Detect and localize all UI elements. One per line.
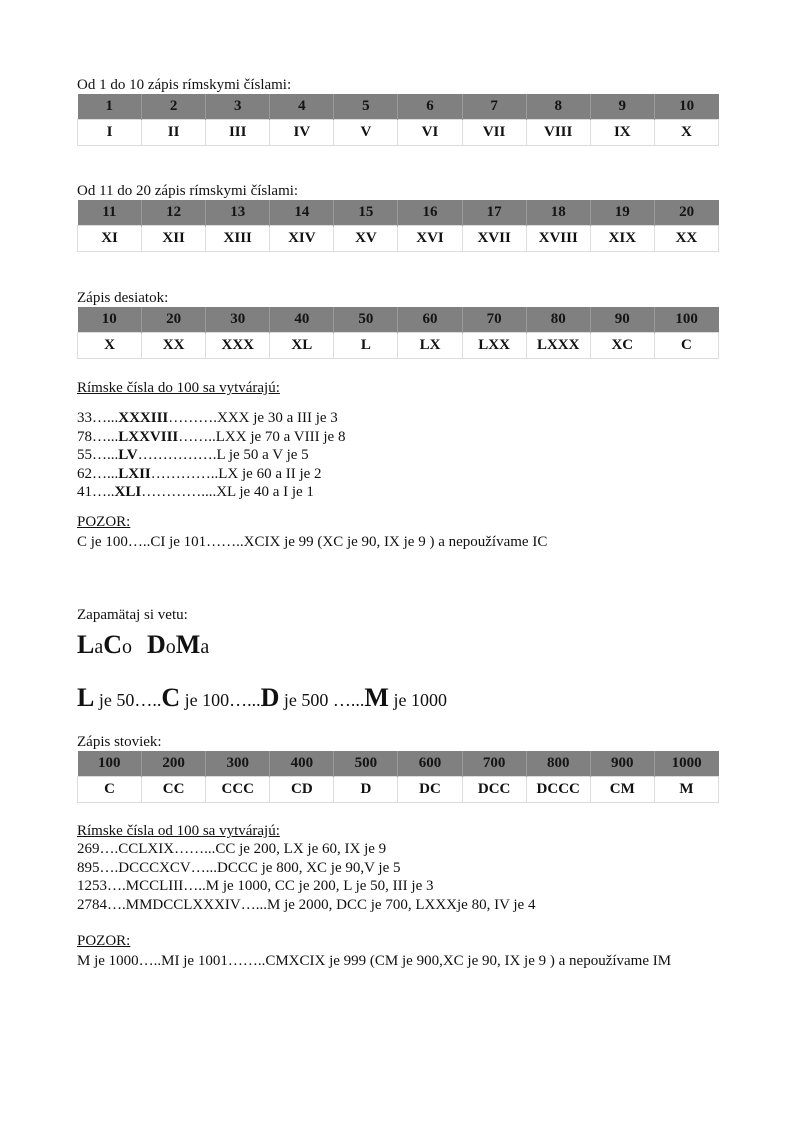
mnemonic-capital: D xyxy=(147,630,166,659)
number-header-cell: 100 xyxy=(78,751,142,777)
number-header-cell: 1000 xyxy=(654,751,718,777)
roman-row xyxy=(78,226,719,252)
warning-title: POZOR: xyxy=(77,933,131,949)
warning-text: C je 100…..CI je 101……..XCIX je 99 (XC je 90, IX je 9 ) a nepoužívame IC xyxy=(77,534,548,550)
number-header-cell: 6 xyxy=(398,94,462,120)
rules-to-100 xyxy=(77,380,345,502)
numbers-table xyxy=(77,751,719,803)
numbers-table xyxy=(77,200,719,252)
rule-roman: LXII xyxy=(118,465,151,482)
number-header-cell: 12 xyxy=(142,200,206,226)
rule-line: 2784….MMDCCLXXXIV…...M je 2000, DCC je 700, LXXXje 80, IV je 4 xyxy=(77,896,536,913)
warning-title: POZOR: xyxy=(77,514,131,530)
section-caption: Zápis stoviek: xyxy=(77,734,162,750)
roman-numeral-cell: LX xyxy=(398,333,462,359)
mnemonic-text: a xyxy=(200,636,210,658)
number-header-cell: 30 xyxy=(206,307,270,333)
roman-numeral-cell: I xyxy=(78,120,142,146)
roman-numeral-cell: XIX xyxy=(590,226,654,252)
roman-numeral-cell: IV xyxy=(270,120,334,146)
roman-numeral-cell: XII xyxy=(142,226,206,252)
section-caption: Zápis desiatok: xyxy=(77,290,169,306)
number-header-cell: 1 xyxy=(78,94,142,120)
number-header-cell: 11 xyxy=(78,200,142,226)
roman-numeral-cell: VI xyxy=(398,120,462,146)
rule-line: 895….DCCCXCV…...DCCC je 800, XC je 90,V je 5 xyxy=(77,859,401,876)
warning-1 xyxy=(77,514,547,551)
roman-numeral-cell: C xyxy=(654,333,718,359)
number-header-cell: 80 xyxy=(526,307,590,333)
mnemonic-text: a xyxy=(94,636,104,658)
mnemonic-text: o xyxy=(122,636,133,658)
roman-numeral-cell: VII xyxy=(462,120,526,146)
rules-list xyxy=(77,409,345,502)
rule-line xyxy=(77,465,345,484)
rules-title: Rímske čísla od 100 sa vytvárajú: xyxy=(77,823,280,839)
warning-text: M je 1000…..MI je 1001……..CMXCIX je 999 (CM je 900,XC je 90, IX je 9 ) a nepoužívame IM xyxy=(77,953,672,969)
number-header-cell: 50 xyxy=(334,307,398,333)
roman-numeral-cell: V xyxy=(334,120,398,146)
section-hundreds xyxy=(77,734,719,803)
number-header-cell: 60 xyxy=(398,307,462,333)
roman-numeral-cell: XVI xyxy=(398,226,462,252)
header-row xyxy=(78,200,719,226)
rule-roman: LXXVIII xyxy=(118,428,179,445)
number-header-cell: 800 xyxy=(526,751,590,777)
numbers-table xyxy=(77,307,719,359)
header-row xyxy=(78,751,719,777)
mnemonic-capital: D xyxy=(260,683,280,712)
roman-row xyxy=(78,120,719,146)
number-header-cell: 14 xyxy=(270,200,334,226)
section-tens xyxy=(77,290,719,359)
rule-number: 33…... xyxy=(77,410,119,426)
rule-explanation: ……….XXX je 30 a III je 3 xyxy=(168,410,338,426)
section-11-to-20 xyxy=(77,183,719,252)
roman-numeral-cell: DC xyxy=(398,777,462,803)
mnemonic-text: je 500 …... xyxy=(279,690,365,710)
number-header-cell: 900 xyxy=(590,751,654,777)
number-header-cell: 70 xyxy=(462,307,526,333)
rules-title: Rímske čísla do 100 sa vytvárajú: xyxy=(77,380,280,396)
number-header-cell: 600 xyxy=(398,751,462,777)
roman-numeral-cell: XXX xyxy=(206,333,270,359)
mnemonic-legend xyxy=(77,683,447,717)
header-row xyxy=(78,94,719,120)
roman-row xyxy=(78,777,719,803)
number-header-cell: 400 xyxy=(270,751,334,777)
rules-list xyxy=(77,840,535,914)
roman-numeral-cell: LXX xyxy=(462,333,526,359)
roman-numeral-cell: XVIII xyxy=(526,226,590,252)
number-header-cell: 13 xyxy=(206,200,270,226)
roman-numeral-cell: VIII xyxy=(526,120,590,146)
mnemonic-capital: M xyxy=(364,683,389,712)
roman-numeral-cell: XX xyxy=(142,333,206,359)
rule-roman: XXXIII xyxy=(118,410,169,426)
roman-numeral-cell: X xyxy=(78,333,142,359)
roman-numeral-cell: XIV xyxy=(270,226,334,252)
number-header-cell: 90 xyxy=(590,307,654,333)
mnemonic-capital: L xyxy=(77,683,95,712)
number-header-cell: 300 xyxy=(206,751,270,777)
header-row xyxy=(78,307,719,333)
rule-roman: LV xyxy=(118,447,138,463)
rule-number: 41….. xyxy=(77,484,115,500)
roman-numeral-cell: XC xyxy=(590,333,654,359)
mnemonic-text: o xyxy=(165,636,176,658)
number-header-cell: 18 xyxy=(526,200,590,226)
number-header-cell: 15 xyxy=(334,200,398,226)
roman-numeral-cell: D xyxy=(334,777,398,803)
number-header-cell: 7 xyxy=(462,94,526,120)
rules-from-100 xyxy=(77,823,535,914)
rule-line xyxy=(77,428,345,447)
number-header-cell: 2 xyxy=(142,94,206,120)
number-header-cell: 9 xyxy=(590,94,654,120)
numbers-table xyxy=(77,94,719,146)
mnemonic-section xyxy=(77,607,209,664)
number-header-cell: 17 xyxy=(462,200,526,226)
number-header-cell: 20 xyxy=(142,307,206,333)
mnemonic-caption: Zapamätaj si vetu: xyxy=(77,607,188,623)
rule-line: 269….CCLXIX……...CC je 200, LX je 60, IX je 9 xyxy=(77,841,387,857)
number-header-cell: 20 xyxy=(654,200,718,226)
roman-numeral-cell: IX xyxy=(590,120,654,146)
roman-numeral-cell: XL xyxy=(270,333,334,359)
number-header-cell: 700 xyxy=(462,751,526,777)
mnemonic-capital: C xyxy=(103,630,123,659)
roman-numeral-cell: C xyxy=(78,777,142,803)
roman-numeral-cell: XV xyxy=(334,226,398,252)
number-header-cell: 3 xyxy=(206,94,270,120)
roman-numeral-cell: XVII xyxy=(462,226,526,252)
number-header-cell: 10 xyxy=(78,307,142,333)
roman-numeral-cell: XX xyxy=(654,226,718,252)
rule-line: 1253….MCCLIII…..M je 1000, CC je 200, L je 50, III je 3 xyxy=(77,878,434,894)
rule-roman: XLI xyxy=(114,484,142,500)
rule-explanation: …………..LX je 60 a II je 2 xyxy=(150,465,322,482)
roman-numeral-cell: CM xyxy=(590,777,654,803)
section-caption: Od 11 do 20 zápis rímskymi číslami: xyxy=(77,183,299,199)
number-header-cell: 19 xyxy=(590,200,654,226)
mnemonic-word xyxy=(77,630,209,664)
roman-numeral-cell: L xyxy=(334,333,398,359)
rule-explanation: …………….L je 50 a V je 5 xyxy=(137,447,309,463)
number-header-cell: 200 xyxy=(142,751,206,777)
warning-2 xyxy=(77,933,671,970)
roman-row xyxy=(78,333,719,359)
rule-line xyxy=(77,409,345,428)
rule-number: 78…... xyxy=(77,428,119,445)
roman-numeral-cell: II xyxy=(142,120,206,146)
rule-explanation: ……..LXX je 70 a VIII je 8 xyxy=(178,428,346,445)
roman-numeral-cell: III xyxy=(206,120,270,146)
mnemonic-capital: C xyxy=(161,683,181,712)
rule-explanation: …………....XL je 40 a I je 1 xyxy=(141,484,314,500)
number-header-cell: 40 xyxy=(270,307,334,333)
roman-numeral-cell: CCC xyxy=(206,777,270,803)
number-header-cell: 10 xyxy=(654,94,718,120)
rule-number: 62…... xyxy=(77,465,119,482)
roman-numeral-cell: CC xyxy=(142,777,206,803)
number-header-cell: 100 xyxy=(654,307,718,333)
rule-line xyxy=(77,483,345,502)
number-header-cell: 500 xyxy=(334,751,398,777)
roman-numeral-cell: XIII xyxy=(206,226,270,252)
mnemonic-text: je 100…... xyxy=(180,690,261,710)
mnemonic-capital: M xyxy=(175,630,201,659)
roman-numeral-cell: X xyxy=(654,120,718,146)
roman-numeral-cell: XI xyxy=(78,226,142,252)
number-header-cell: 5 xyxy=(334,94,398,120)
roman-numeral-cell: DCC xyxy=(462,777,526,803)
mnemonic-text: je 50….. xyxy=(94,690,162,710)
section-1-to-10 xyxy=(77,77,719,146)
mnemonic-text xyxy=(132,636,147,658)
mnemonic-text: je 1000 xyxy=(388,690,447,710)
roman-numeral-cell: CD xyxy=(270,777,334,803)
number-header-cell: 4 xyxy=(270,94,334,120)
section-caption: Od 1 do 10 zápis rímskymi číslami: xyxy=(77,77,292,93)
mnemonic-capital: L xyxy=(77,630,95,659)
roman-numeral-cell: DCCC xyxy=(526,777,590,803)
rule-line xyxy=(77,446,345,465)
roman-numeral-cell: M xyxy=(654,777,718,803)
number-header-cell: 16 xyxy=(398,200,462,226)
number-header-cell: 8 xyxy=(526,94,590,120)
roman-numeral-cell: LXXX xyxy=(526,333,590,359)
rule-number: 55…... xyxy=(77,447,119,463)
